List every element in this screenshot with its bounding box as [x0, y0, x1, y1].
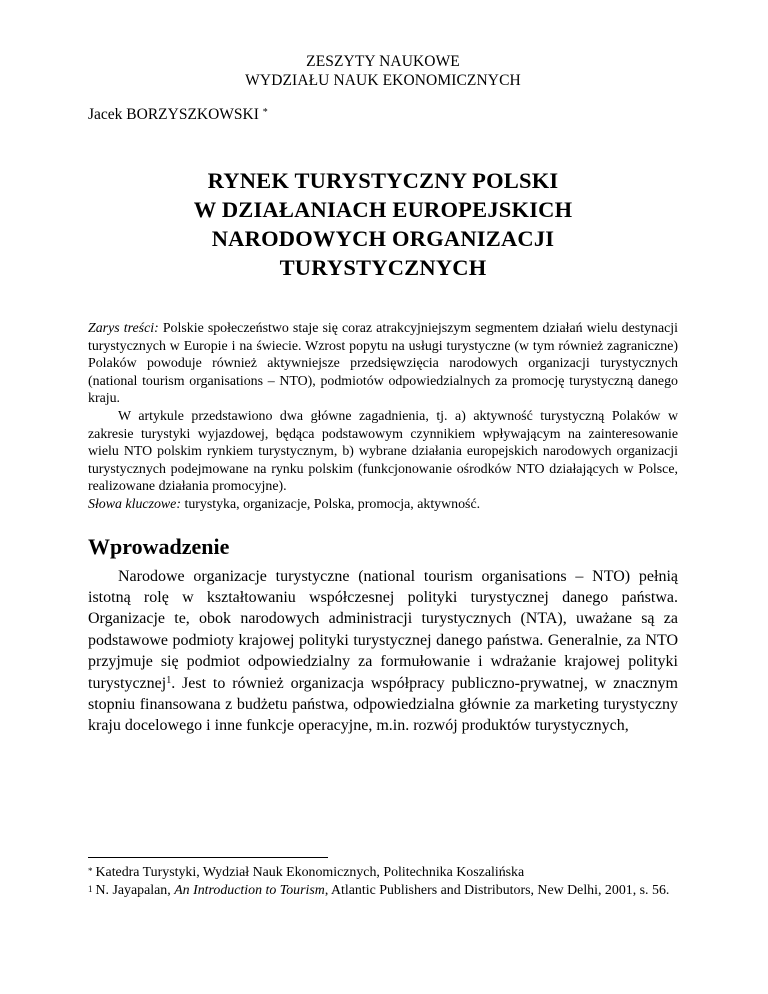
- author-footnote-mark: *: [262, 107, 268, 118]
- body-text-part1: Narodowe organizacje turystyczne (national tourism organisations – NTO) pełnią istotną rolę w kształtowaniu współczesnej polityki turystycznej danego państwa. Organizacje te, obok narodowych administracji turystycznych (NTA), uważane są za podstawowe podmioty krajowej polityki turystycznej danego państwa. Generalnie, za NTO przyjmuje się podmiot odpowiedzialny za formułowanie i wdrażanie krajowej polityki turystycznej: [88, 567, 678, 692]
- footnote-author-mark: *: [88, 866, 93, 876]
- body-paragraph: [88, 566, 678, 737]
- title-line1: RYNEK TURYSTYCZNY POLSKI: [207, 168, 559, 193]
- section-heading: Wprowadzenie: [88, 533, 230, 559]
- abstract: [88, 320, 678, 514]
- page-content: [88, 52, 678, 737]
- keywords-line: [88, 496, 678, 514]
- footnote-1-text-before: N. Jayapalan,: [95, 882, 175, 898]
- footnote-1-mark: 1: [88, 883, 93, 894]
- abstract-paragraph-1: [88, 320, 678, 408]
- abstract-text-2: W artykule przedstawiono dwa główne zagadnienia, tj. a) aktywność turystyczną Polaków w zakresie turystyki wyjazdowej, będąca podstawowym czynnikiem wpływającym na zainteresowanie wielu NTO polskim rynkiem turystycznym, b) wybrane działania europejskich narodowych organizacji turystycznych podejmowane na rynku polskim (funkcjonowanie ośrodków NTO działających w Polsce, realizowane działania promocyjne).: [88, 408, 678, 495]
- footnote-author: [88, 864, 678, 882]
- footnote-separator: [88, 857, 328, 858]
- footnote-1-text-after: , Atlantic Publishers and Distributors, New Delhi, 2001, s. 56.: [324, 882, 670, 898]
- footnote-1-book-title: An Introduction to Tourism: [174, 882, 325, 898]
- keywords-label: Słowa kluczowe:: [88, 496, 181, 512]
- title-line2: W DZIAŁANIACH EUROPEJSKICH: [193, 197, 573, 222]
- title-line4: TURYSTYCZNYCH: [279, 255, 487, 280]
- footnote-reference: 1: [166, 674, 172, 686]
- abstract-paragraph-2: [88, 408, 678, 496]
- abstract-text-1: Polskie społeczeństwo staje się coraz atrakcyjniejszym segmentem działań wielu destynacji turystycznych w Europie i na świecie. Wzrost popytu na usługi turystyczne (w tym również zagraniczne) Polaków powoduje również aktywniejsze przedsięwzięcia narodowych organizacji turystycznych (national tourism organisations – NTO), podmiotów odpowiedzialnych za promocję turystyczną danego kraju.: [88, 321, 678, 407]
- article-title: [88, 166, 678, 282]
- title-line3: NARODOWYCH ORGANIZACJI: [211, 226, 555, 251]
- body-text-part2: . Jest to również organizacja współpracy publiczno-prywatnej, w znacznym stopniu finansowana z budżetu państwa, odpowiedzialna głównie za marketing turystyczny kraju docelowego i inne funkcje operacyjne, m.in. rozwój produktów turystycznych,: [88, 674, 678, 735]
- abstract-label: Zarys treści:: [88, 321, 159, 336]
- keywords-text: turystyka, organizacje, Polska, promocja, aktywność.: [184, 496, 481, 512]
- journal-header: [88, 52, 678, 90]
- author-name: Jacek BORZYSZKOWSKI: [88, 106, 259, 123]
- footnotes: [88, 857, 678, 899]
- journal-name-line1: ZESZYTY NAUKOWE: [306, 53, 460, 70]
- footnote-author-text: Katedra Turystyki, Wydział Nauk Ekonomicznych, Politechnika Koszalińska: [95, 865, 525, 880]
- journal-name-line2: WYDZIAŁU NAUK EKONOMICZNYCH: [245, 72, 521, 89]
- footnote-1: [88, 882, 678, 900]
- author-line: [88, 105, 678, 124]
